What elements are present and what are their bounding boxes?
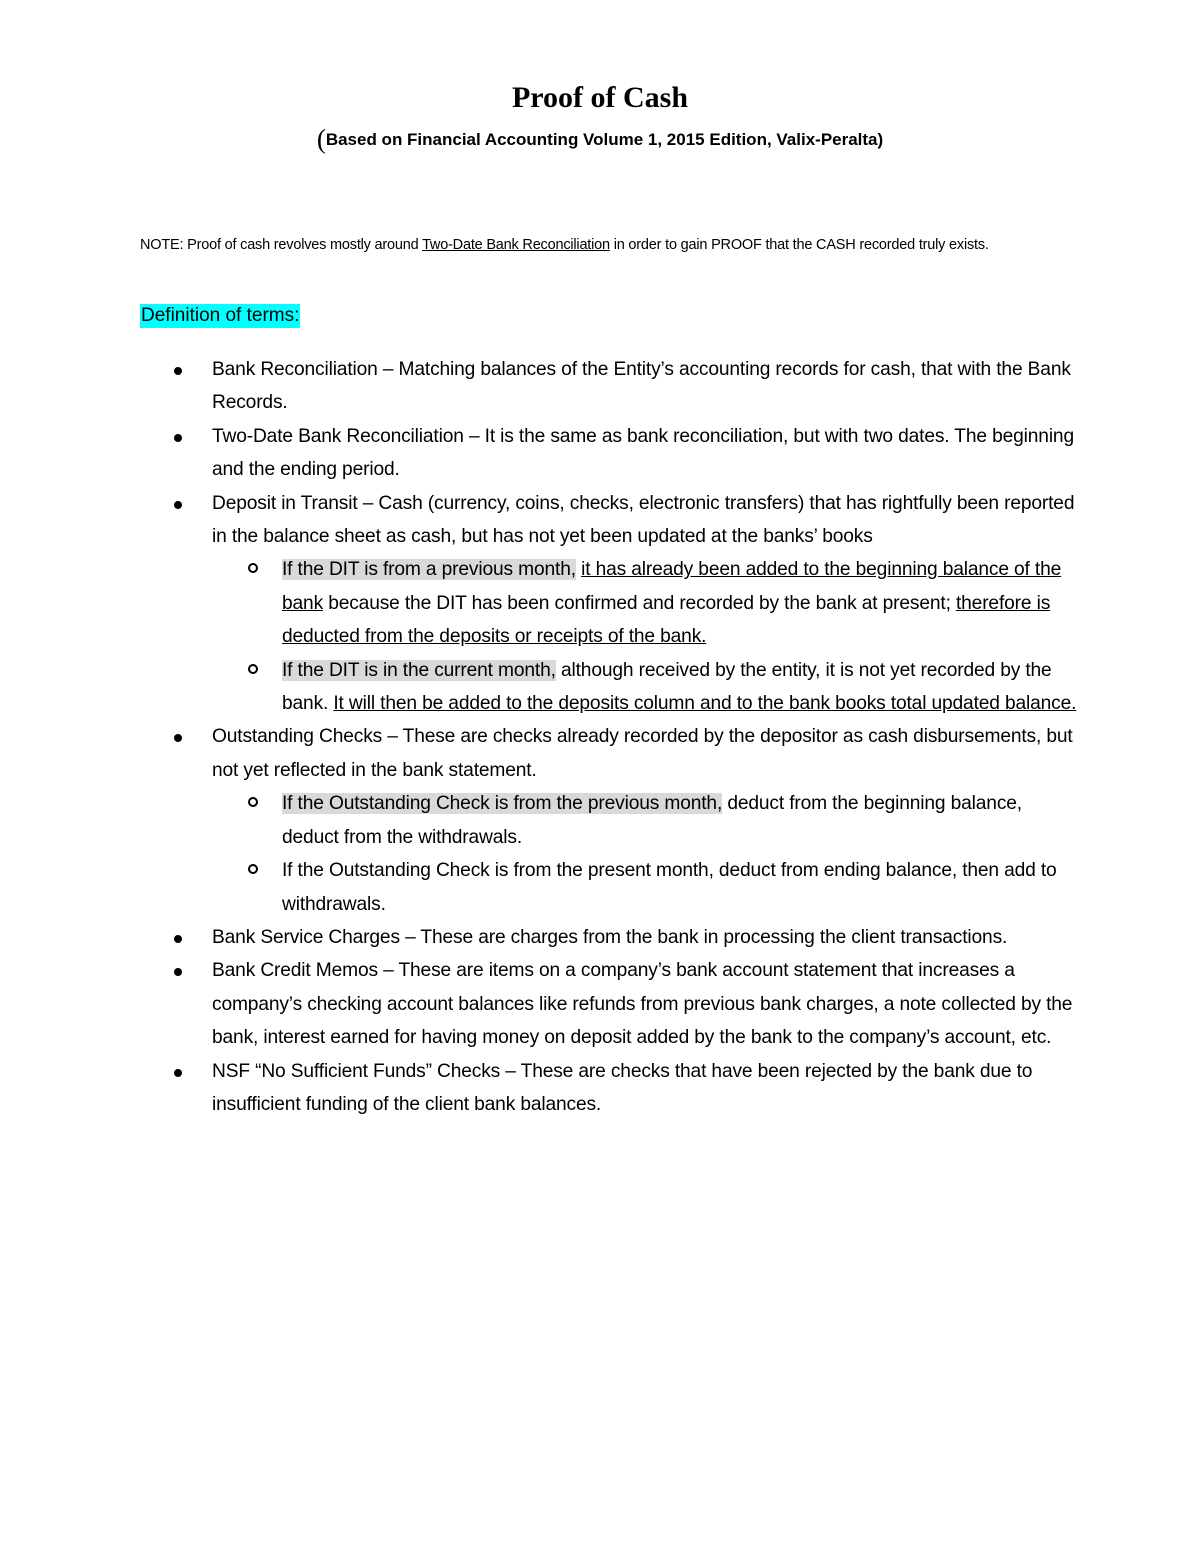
subtitle-open-paren: ( — [316, 124, 326, 154]
note-prefix: NOTE: Proof of cash revolves mostly around — [140, 237, 423, 253]
list-item-outstanding-checks — [140, 720, 1080, 920]
sub-text: although received by the entity, it is not yet recorded by the bank. — [282, 659, 1052, 715]
underlined-text: it has already been added to the beginning balance of the bank — [282, 559, 1062, 614]
bullet-icon — [174, 434, 182, 442]
sub-text: deduct from the beginning balance, deduct from the withdrawals. — [282, 793, 1022, 848]
note-paragraph — [140, 232, 1070, 258]
underlined-text: It will then be added to the deposits column and to the bank books total updated balance. — [333, 693, 1077, 715]
term-text: Bank Service Charges – These are charges from the bank in processing the client transactions. — [212, 926, 1008, 948]
highlighted-text: If the DIT is in the current month, — [282, 659, 556, 681]
bullet-icon — [174, 734, 182, 742]
hollow-bullet-icon — [248, 864, 258, 874]
note-suffix: in order to gain PROOF that the CASH recorded truly exists. — [609, 237, 989, 253]
sublist-item — [212, 553, 1080, 653]
sublist-item — [212, 654, 1080, 721]
hollow-bullet-icon — [248, 797, 258, 807]
list-item-bank-service-charges — [140, 921, 1080, 954]
note-underlined-term: Two-Date Bank Reconciliation — [422, 237, 610, 253]
highlighted-text: If the DIT is from a previous month, — [282, 559, 576, 581]
highlighted-text: If the Outstanding Check is from the previous month, — [282, 793, 723, 815]
terms-list — [140, 353, 1080, 1121]
bullet-icon — [174, 1069, 182, 1077]
outstanding-checks-sublist — [212, 787, 1080, 921]
sub-text: If the Outstanding Check is from the present month, deduct from ending balance, then add to withdrawals. — [282, 860, 1057, 915]
subtitle-text: Based on Financial Accounting Volume 1, 2015 Edition, Valix-Peralta) — [325, 130, 884, 149]
sublist-item — [212, 787, 1080, 854]
list-item-bank-credit-memos — [140, 954, 1080, 1054]
sub-text: because the DIT has been confirmed and recorded by the bank at present; — [323, 592, 956, 614]
list-item-two-date-reconciliation — [140, 420, 1080, 487]
term-text: NSF “No Sufficient Funds” Checks – These are checks that have been rejected by the bank due to insufficient funding of the client bank balances. — [212, 1060, 1033, 1115]
list-item-deposit-in-transit — [140, 487, 1080, 721]
underlined-text: therefore is deducted from the deposits or receipts of the bank. — [282, 592, 1051, 648]
hollow-bullet-icon — [248, 563, 258, 573]
bullet-icon — [174, 935, 182, 943]
bullet-icon — [174, 968, 182, 976]
page-subtitle — [0, 124, 1200, 155]
bullet-icon — [174, 501, 182, 509]
term-text: Deposit in Transit – Cash (currency, coins, checks, electronic transfers) that has rightfully been reported in the balance sheet as cash, but has not yet been updated at the banks’ books — [212, 492, 1075, 548]
sublist-item — [212, 854, 1080, 921]
deposit-in-transit-sublist — [212, 553, 1080, 720]
hollow-bullet-icon — [248, 664, 258, 674]
page-title: Proof of Cash — [511, 81, 689, 114]
section-heading — [140, 301, 300, 331]
term-text: Two-Date Bank Reconciliation – It is the same as bank reconciliation, but with two dates. The beginning and the ending period. — [212, 425, 1074, 481]
term-text: Outstanding Checks – These are checks already recorded by the depositor as cash disbursements, but not yet reflected in the bank statement. — [212, 726, 1073, 781]
list-item-bank-reconciliation — [140, 353, 1080, 420]
term-text: Bank Credit Memos – These are items on a company’s bank account statement that increases a company’s checking account balances like refunds from previous bank charges, a note collected by the bank, interest earned for having money on deposit added by the bank to the company’s account, etc. — [212, 960, 1073, 1049]
list-item-nsf-checks — [140, 1055, 1080, 1122]
section-heading-highlight: Definition of terms: — [141, 305, 300, 326]
bullet-icon — [174, 367, 182, 375]
term-text: Bank Reconciliation – Matching balances of the Entity’s accounting records for cash, that with the Bank Records. — [212, 359, 1071, 414]
